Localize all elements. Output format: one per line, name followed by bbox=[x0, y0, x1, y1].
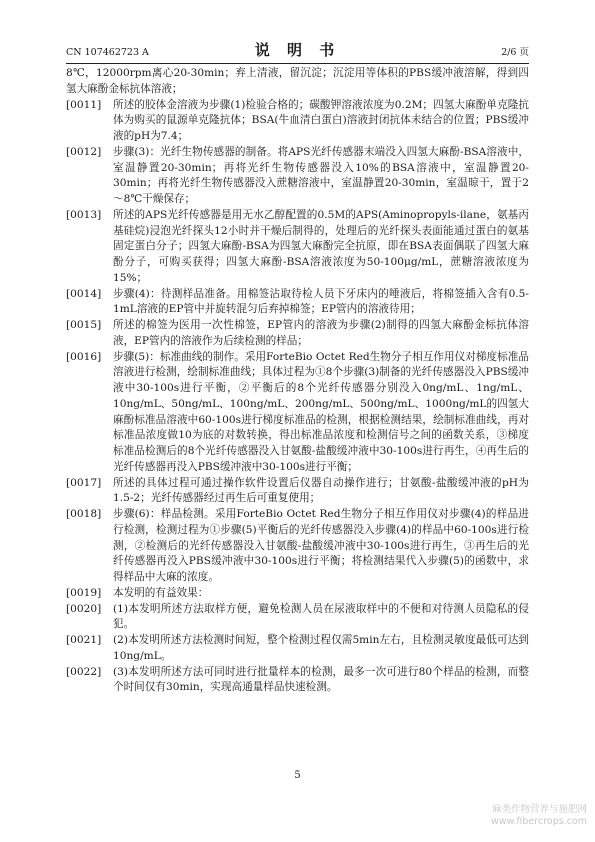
paragraph bbox=[66, 602, 529, 634]
watermark-url: www.fibercrops.com bbox=[490, 816, 587, 827]
page-count: 2/6 页 bbox=[501, 47, 529, 58]
paragraph-text: 步骤(6)：样品检测。采用ForteBio Octet Red生物分子相互作用仪对步骤(4)的样品进行检测，检测过程为①步骤(5)平衡后的光纤传感器没入步骤(4)的样品中60-100s进行检测，②检测后的光纤传感器没入甘氨酸-盐酸缓冲液中30-100s进行再生，③再生后的光纤传感器再没入PBS缓冲液中30-100s进行平衡；将检测结果代入步骤(5)的函数中，求得样品中大麻的浓度。 bbox=[113, 508, 529, 583]
paragraph bbox=[66, 586, 529, 602]
paragraph-number: [0011] bbox=[66, 98, 102, 111]
intro-text: 8℃，12000rpm离心20-30min；弃上清液，留沉淀；沉淀用等体积的PBS缓冲液溶解，得到四氢大麻酚金标抗体溶液； bbox=[66, 67, 529, 95]
paragraph-number: [0013] bbox=[66, 208, 102, 221]
paragraph bbox=[66, 507, 529, 586]
paragraph bbox=[66, 145, 529, 208]
paragraph-text: 本发明的有益效果： bbox=[113, 586, 209, 599]
header-divider bbox=[66, 63, 529, 64]
document-title: 说 明 书 bbox=[254, 41, 341, 59]
page-number: 5 bbox=[294, 770, 301, 781]
paragraph-text: 步骤(5)：标准曲线的制作。采用ForteBio Octet Red生物分子相互作用仪对梯度标准品溶液进行检测，绘制标准曲线；具体过程为①8个步骤(3)制备的光纤传感器没入PBS缓冲液中30-100s进行平衡，②平衡后的8个光纤传感器分别没入0ng/mL、1ng/mL、10ng/mL、50ng/mL、100ng/mL、200ng/mL、500ng/mL、1000ng/mL的四氢大麻酚标准品溶液中60-100s进行梯度标准品的检测，根据检测结果，绘制标准曲线，再对标准品浓度做10为底的对数转换，得出标准品浓度和检测信号之间的函数关系，③梯度标准品检测后的8个光纤传感器没入甘氨酸-盐酸缓冲液中30-100s进行再生，④再生后的光纤传感器再没入PBS缓冲液中30-100s进行平衡； bbox=[113, 350, 529, 473]
paragraph-text: 步骤(4)：待测样品准备。用棉签沾取待检人员下牙床内的唾液后，将棉签插入含有0.5-1mL溶液的EP管中并旋转混匀后弃掉棉签；EP管内的溶液待用； bbox=[113, 287, 529, 316]
paragraph-text: 所述的具体过程可通过操作软件设置后仪器自动操作进行；甘氨酸-盐酸缓冲液的pH为1.5-2；光纤传感器经过再生后可重复使用； bbox=[113, 476, 529, 505]
paragraph bbox=[66, 476, 529, 508]
site-watermark bbox=[491, 804, 587, 828]
watermark-title: 麻类作物营养与施肥网 bbox=[491, 804, 587, 815]
paragraph-number: [0016] bbox=[66, 350, 102, 363]
publication-number: CN 107462723 A bbox=[66, 47, 149, 58]
paragraph-text: (1)本发明所述方法取样方便，避免检测人员在尿液取样中的不便和对待测人员隐私的侵犯。 bbox=[113, 602, 529, 631]
paragraph-number: [0018] bbox=[66, 508, 102, 520]
paragraph-number: [0015] bbox=[66, 319, 102, 331]
paragraph bbox=[66, 208, 529, 287]
paragraph bbox=[66, 633, 529, 665]
document-body bbox=[66, 66, 529, 696]
paragraph bbox=[66, 98, 529, 145]
paragraph bbox=[66, 318, 529, 350]
paragraph-text: 所述的棉签为医用一次性棉签，EP管内的溶液为步骤(2)制得的四氢大麻酚金标抗体溶液，EP管内的溶液作为后续检测的样品； bbox=[113, 319, 529, 347]
paragraph bbox=[66, 350, 529, 476]
paragraph bbox=[66, 665, 529, 697]
paragraph-text: 所述的APS光纤传感器是用无水乙醇配置的0.5M的APS(Aminopropyls-ilane，氨基丙基硅烷)浸泡光纤探头12小时并干燥后制得的，处理后的光纤探头表面能通过蛋白的氨基固定蛋白分子；四氢大麻酚-BSA为四氢大麻酚完全抗原，即在BSA表面偶联了四氢大麻酚分子，可购买获得；四氢大麻酚-BSA溶液浓度为50-100μg/mL，蔗糖溶液浓度为15%； bbox=[113, 208, 529, 284]
paragraph bbox=[66, 287, 529, 319]
paragraph-number: [0019] bbox=[66, 586, 102, 599]
paragraph-text: (2)本发明所述方法检测时间短，整个检测过程仅需5min左右，且检测灵敏度最低可达到10ng/mL。 bbox=[113, 634, 529, 662]
paragraph-text: 步骤(3)：光纤生物传感器的制备。将APS光纤传感器末端没入四氢大麻酚-BSA溶液中，室温静置20-30min；再将光纤生物传感器没入10%的BSA溶液中，室温静置20-30min；再将光纤生物传感器没入蔗糖溶液中，室温静置20-30min，室温晾干，置于2～8℃干燥保存； bbox=[113, 145, 529, 205]
page-header bbox=[66, 40, 529, 62]
paragraph-number: [0017] bbox=[66, 476, 102, 489]
paragraph-number: [0020] bbox=[66, 602, 102, 615]
paragraph-text: (3)本发明所述方法可同时进行批量样本的检测，最多一次可进行80个样品的检测，而整个时间仅有30min，实现高通量样品快速检测。 bbox=[113, 665, 529, 694]
paragraph-number: [0021] bbox=[66, 634, 102, 646]
paragraph-text: 所述的胶体金溶液为步骤(1)检验合格的；碳酸钾溶液浓度为0.2M；四氢大麻酚单克隆抗体为购买的鼠源单克隆抗体；BSA(牛血清白蛋白)溶液封闭抗体未结合的位置；PBS缓冲液的pH为7.4； bbox=[113, 98, 529, 142]
paragraph-number: [0022] bbox=[66, 665, 102, 678]
paragraph-number: [0012] bbox=[66, 145, 102, 158]
paragraph-number: [0014] bbox=[66, 287, 102, 300]
